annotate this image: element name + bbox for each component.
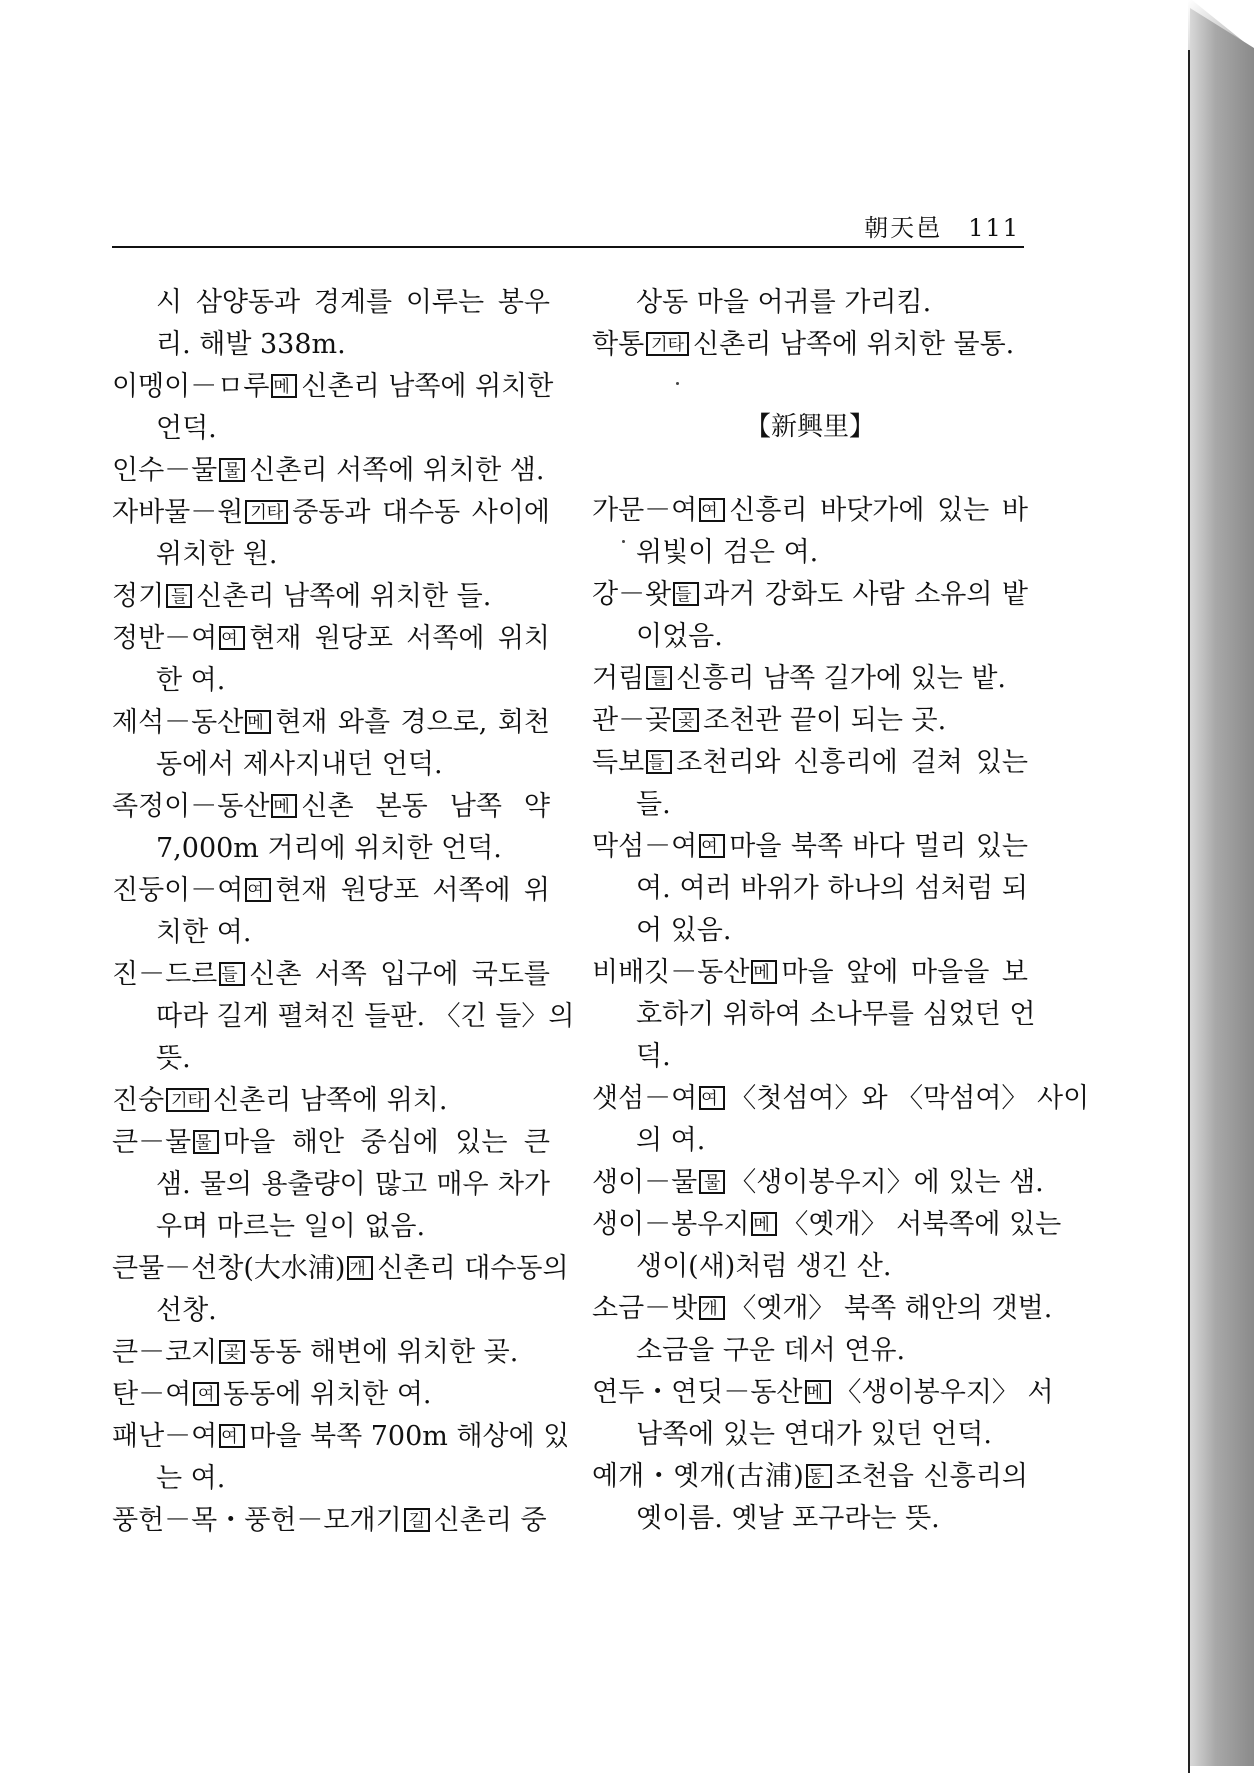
entry-text: 7,000m 거리에 위치한 언덕. — [156, 833, 502, 864]
entry-type-tag: 동 — [806, 1464, 832, 1488]
dictionary-entry — [112, 954, 575, 1080]
entry-headword: 강－왓 — [592, 579, 672, 610]
entry-text: 신촌리 남쪽에 위치한 들. — [196, 581, 492, 612]
entry-type-tag: 기타 — [166, 1088, 209, 1112]
entry-text: 과거 강화도 사람 소유의 밭 — [703, 579, 1028, 610]
dictionary-entry — [592, 574, 1028, 658]
entry-headword: 족정이－동산 — [112, 791, 270, 822]
entry-headword: 샛섬－여 — [592, 1083, 698, 1114]
entry-text: 마을 해안 중심에 있는 큰 — [223, 1127, 550, 1158]
dictionary-entry — [592, 282, 1028, 324]
entry-text: 조천관 끝이 되는 곳. — [703, 705, 947, 736]
entry-text: 마을 북쪽 700m 해상에 있 — [249, 1421, 570, 1452]
entry-headword: 큰－물 — [112, 1127, 192, 1158]
entry-type-tag: 물 — [219, 458, 245, 482]
entry-text: 한 여. — [156, 665, 226, 696]
entry-headword: 정반－여 — [112, 623, 218, 654]
entry-text: 시 삼양동과 경계를 이루는 봉우 — [156, 287, 550, 318]
entry-text: 여. 여러 바위가 하나의 섬처럼 되 — [636, 873, 1028, 904]
entry-type-tag: 메 — [751, 1212, 777, 1236]
entry-type-tag: 길 — [404, 1508, 430, 1532]
entry-type-tag: 메 — [271, 374, 297, 398]
entry-text: 동동에 위치한 여. — [223, 1379, 432, 1410]
dictionary-entry — [592, 742, 1028, 826]
entry-text: 신촌리 서쪽에 위치한 샘. — [249, 455, 545, 486]
entry-text: 조천리와 신흥리에 걸쳐 있는 — [676, 747, 1028, 778]
entry-headword: 정기 — [112, 581, 165, 612]
dictionary-entry — [112, 1080, 550, 1122]
entry-type-tag: 여 — [219, 626, 245, 650]
dictionary-entry — [112, 1374, 550, 1416]
entry-headword: 학통 — [592, 329, 645, 360]
entry-type-tag: 여 — [219, 1424, 245, 1448]
entry-text: 동에서 제사지내던 언덕. — [156, 749, 443, 780]
entry-text: 현재 원당포 서쪽에 위 — [275, 875, 550, 906]
entry-type-tag: 개 — [699, 1296, 725, 1320]
entry-text: 들. — [636, 789, 671, 820]
entry-text: 뜻. — [156, 1043, 191, 1074]
header-rule — [112, 246, 1024, 248]
entry-type-tag: 들 — [166, 584, 192, 608]
entry-type-tag: 들 — [673, 582, 699, 606]
entry-type-tag: 여 — [699, 834, 725, 858]
entry-headword: 탄－여 — [112, 1379, 192, 1410]
right-column-entries — [592, 490, 1090, 1540]
entry-headword: 패난－여 — [112, 1421, 218, 1452]
right-column-continuation — [592, 282, 1028, 366]
dictionary-entry — [112, 1122, 550, 1248]
entry-text: 신촌 본동 남쪽 약 — [301, 791, 550, 822]
entry-headword: 생이－물 — [592, 1167, 698, 1198]
entry-headword: 풍헌－목・풍헌－모개기 — [112, 1505, 402, 1536]
entry-text: 마을 앞에 마을을 보 — [781, 957, 1028, 988]
dictionary-entry — [112, 1248, 569, 1332]
dictionary-entry — [592, 700, 1028, 742]
entry-text: 치한 여. — [156, 917, 252, 948]
dictionary-entry — [592, 1078, 1090, 1162]
entry-type-tag: 개 — [347, 1256, 373, 1280]
print-speck — [622, 540, 625, 543]
entry-type-tag: 들 — [646, 666, 672, 690]
dictionary-entry — [592, 658, 1028, 700]
entry-type-tag: 곶 — [219, 1340, 245, 1364]
entry-headword: 거림 — [592, 663, 645, 694]
entry-type-tag: 메 — [245, 710, 271, 734]
entry-type-tag: 메 — [805, 1380, 831, 1404]
left-column — [112, 282, 575, 1542]
entry-text: 조천읍 신흥리의 — [835, 1461, 1028, 1492]
entry-text: 현재 원당포 서쪽에 위치 — [249, 623, 550, 654]
entry-text: 우며 마르는 일이 없음. — [156, 1211, 426, 1242]
entry-text: 남쪽에 있는 연대가 있던 언덕. — [636, 1419, 992, 1450]
entry-headword: 관－곶 — [592, 705, 672, 736]
entry-type-tag: 여 — [193, 1382, 219, 1406]
entry-text: 동동 해변에 위치한 곶. — [249, 1337, 519, 1368]
entry-text: 샘. 물의 용출량이 많고 매우 차가 — [156, 1169, 550, 1200]
entry-headword: 제석－동산 — [112, 707, 244, 738]
section-heading: 【新興里】 — [744, 412, 875, 442]
print-speck — [676, 382, 679, 385]
entry-text: 〈옛개〉 북쪽 해안의 갯벌. — [729, 1293, 1053, 1324]
header-title: 朝天邑 — [864, 214, 943, 242]
entry-headword: 자바물－원 — [112, 497, 244, 528]
entry-text: 는 여. — [156, 1463, 226, 1494]
dictionary-entry — [592, 1162, 1044, 1204]
entry-text: 중동과 대수동 사이에 — [292, 497, 550, 528]
entry-type-tag: 여 — [245, 878, 271, 902]
dictionary-entry — [592, 1288, 1053, 1372]
dictionary-entry — [112, 1332, 550, 1374]
entry-text: 소금을 구운 데서 연유. — [636, 1335, 906, 1366]
entry-type-tag: 물 — [699, 1170, 725, 1194]
entry-type-tag: 여 — [699, 1086, 725, 1110]
entry-text: 호하기 위하여 소나무를 심었던 언 — [636, 999, 1036, 1030]
entry-headword: 인수－물 — [112, 455, 218, 486]
entry-headword: 진둥이－여 — [112, 875, 244, 906]
entry-text: 신촌 서쪽 입구에 국도를 — [249, 959, 550, 990]
entry-text: 옛이름. 옛날 포구라는 뜻. — [636, 1503, 940, 1534]
entry-text: 의 여. — [636, 1125, 706, 1156]
dictionary-entry — [592, 826, 1028, 952]
entry-headword: 예개・옛개(古浦) — [592, 1461, 804, 1492]
entry-headword: 비배깃－동산 — [592, 957, 750, 988]
page-number: 111 — [968, 214, 1020, 242]
entry-type-tag: 메 — [271, 794, 297, 818]
right-column — [592, 282, 1090, 1540]
running-header — [112, 208, 1020, 244]
entry-text: 〈옛개〉 서북쪽에 있는 — [781, 1209, 1062, 1240]
entry-text: 신촌리 대수동의 — [377, 1253, 569, 1284]
entry-text: 신촌리 남쪽에 위치. — [213, 1085, 448, 1116]
entry-type-tag: 곶 — [673, 708, 699, 732]
book-edge — [1190, 8, 1254, 1766]
entry-text: 신촌리 중 — [433, 1505, 547, 1536]
entry-headword: 이멩이－ㅁ루 — [112, 371, 270, 402]
entry-text: 〈생이봉우지〉 서 — [834, 1377, 1054, 1408]
dictionary-entry — [112, 786, 550, 870]
entry-headword: 진숭 — [112, 1085, 165, 1116]
entry-text: 덕. — [636, 1041, 671, 1072]
entry-headword: 큰물－선창(大水浦) — [112, 1253, 346, 1284]
dictionary-entry — [592, 1372, 1054, 1456]
dictionary-entry — [112, 366, 554, 450]
entry-type-tag: 들 — [646, 750, 672, 774]
entry-text: 따라 길게 펼쳐진 들판. 〈긴 들〉의 — [156, 1001, 575, 1032]
entry-headword: 막섬－여 — [592, 831, 698, 862]
entry-headword: 연두・연딧－동산 — [592, 1377, 803, 1408]
dictionary-entry — [112, 450, 550, 492]
dictionary-entry — [592, 952, 1036, 1078]
dictionary-entry — [592, 490, 1028, 574]
entry-text: 상동 마을 어귀를 가리킴. — [636, 287, 932, 318]
entry-text: 리. 해발 338m. — [156, 329, 346, 360]
entry-type-tag: 물 — [193, 1130, 219, 1154]
dictionary-entry — [592, 1204, 1062, 1288]
dictionary-entry — [112, 702, 550, 786]
entry-text: 어 있음. — [636, 915, 732, 946]
entry-type-tag: 기타 — [245, 500, 288, 524]
dictionary-entry — [112, 492, 550, 576]
dictionary-entry — [592, 1456, 1028, 1540]
entry-headword: 진－드르 — [112, 959, 218, 990]
entry-text: 신흥리 바닷가에 있는 바 — [729, 495, 1028, 526]
dictionary-entry — [112, 1500, 550, 1542]
entry-headword: 생이－봉우지 — [592, 1209, 750, 1240]
entry-text: 위빛이 검은 여. — [636, 537, 819, 568]
dictionary-entry — [112, 618, 550, 702]
entry-text: 마을 북쪽 바다 멀리 있는 — [729, 831, 1028, 862]
entry-text: 신흥리 남쪽 길가에 있는 밭. — [676, 663, 1006, 694]
entry-text: 〈생이봉우지〉에 있는 샘. — [729, 1167, 1044, 1198]
entry-text: 신촌리 남쪽에 위치한 물통. — [693, 329, 1015, 360]
entry-headword: 가문－여 — [592, 495, 698, 526]
entry-text: 현재 와흘 경으로, 회천 — [275, 707, 550, 738]
dictionary-entry — [112, 1416, 570, 1500]
entry-headword: 소금－밧 — [592, 1293, 698, 1324]
entry-type-tag: 여 — [699, 498, 725, 522]
entry-text: 언덕. — [156, 413, 217, 444]
entry-type-tag: 기타 — [646, 332, 689, 356]
entry-type-tag: 들 — [219, 962, 245, 986]
entry-text: 생이(새)처럼 생긴 산. — [636, 1251, 892, 1282]
entry-text: 〈첫섬여〉와 〈막섬여〉 사이 — [729, 1083, 1090, 1114]
entry-headword: 득보 — [592, 747, 645, 778]
entry-text: 위치한 원. — [156, 539, 278, 570]
dictionary-entry — [592, 324, 1028, 366]
entry-headword: 큰－코지 — [112, 1337, 218, 1368]
entry-text: 신촌리 남쪽에 위치한 — [301, 371, 554, 402]
dictionary-entry — [112, 282, 550, 366]
entry-type-tag: 메 — [751, 960, 777, 984]
dictionary-entry — [112, 576, 550, 618]
entry-text: 선창. — [156, 1295, 217, 1326]
entry-text: 이었음. — [636, 621, 723, 652]
dictionary-entry — [112, 870, 550, 954]
